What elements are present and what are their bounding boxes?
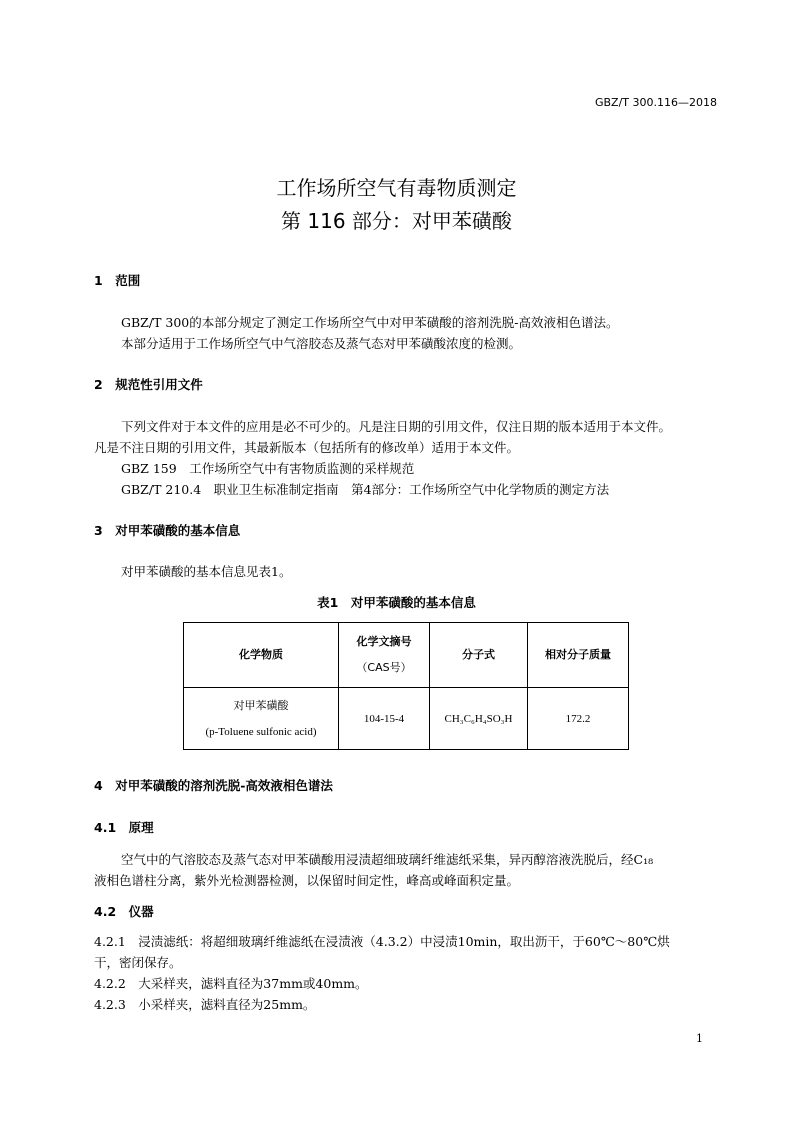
- substance-name-cn: 对甲苯磺酸: [233, 698, 289, 712]
- cell-formula: CH₃C₆H₄SO₃H: [430, 688, 528, 750]
- standard-number: GBZ/T 300.116—2018: [594, 96, 717, 109]
- item-4-2-3: 4.2.3 小采样夹，滤料直径为25mm。: [94, 997, 316, 1012]
- item-4-2-1-line-1: 4.2.1 浸渍滤纸：将超细玻璃纤维滤纸在浸渍液（4.3.2）中浸渍10min，取出沥干，于60℃～80℃烘: [94, 934, 670, 949]
- section-4-heading: 4 对甲苯磺酸的溶剂洗脱-高效液相色谱法: [94, 778, 333, 793]
- section-3-paragraph: 对甲苯磺酸的基本信息见表1。: [121, 564, 292, 579]
- item-4-2-1-line-2: 干，密闭保存。: [94, 955, 182, 970]
- page-number: 1: [696, 1032, 703, 1045]
- section-4-1-heading: 4.1 原理: [94, 820, 154, 835]
- cell-substance: [184, 688, 339, 750]
- section-1-paragraph-2: 本部分适用于工作场所空气中气溶胶态及蒸气态对甲苯磺酸浓度的检测。: [121, 336, 522, 351]
- section-1-heading: 1 范围: [94, 273, 141, 288]
- section-4-1-paragraph-line-2: 液相色谱柱分离，紫外光检测器检测，以保留时间定性，峰高或峰面积定量。: [94, 873, 520, 888]
- header-substance: 化学物质: [184, 623, 339, 688]
- basic-info-table: [183, 622, 629, 750]
- cell-cas: 104-15-4: [339, 688, 430, 750]
- substance-name-en: (p-Toluene sulfonic acid): [205, 725, 317, 738]
- header-cas-line-1: 化学文摘号: [356, 635, 412, 648]
- section-2-paragraph-line-1: 下列文件对于本文件的应用是必不可少的。凡是注日期的引用文件，仅注日期的版本适用于本文件。: [121, 419, 672, 434]
- section-4-1-paragraph-line-1: 空气中的气溶胶态及蒸气态对甲苯磺酸用浸渍超细玻璃纤维滤纸采集，异丙醇溶液洗脱后，经C₁₈: [121, 852, 654, 867]
- document-subtitle: 第 116 部分：对甲苯磺酸: [281, 209, 512, 233]
- item-4-2-2: 4.2.2 大采样夹，滤料直径为37mm或40mm。: [94, 976, 368, 991]
- table-1-caption: 表1 对甲苯磺酸的基本信息: [317, 595, 476, 610]
- header-formula: 分子式: [430, 623, 528, 688]
- table-header-row: [184, 623, 629, 688]
- table-row: [184, 688, 629, 750]
- header-molecular-weight: 相对分子质量: [528, 623, 629, 688]
- section-4-2-heading: 4.2 仪器: [94, 904, 154, 919]
- reference-gbz-159: GBZ 159 工作场所空气中有害物质监测的采样规范: [121, 461, 415, 476]
- header-cas-line-2: （CAS号）: [356, 661, 412, 674]
- section-3-heading: 3 对甲苯磺酸的基本信息: [94, 523, 241, 538]
- reference-gbz-t-210-4: GBZ/T 210.4 职业卫生标准制定指南 第4部分：工作场所空气中化学物质的测定方法: [121, 482, 610, 497]
- section-1-paragraph-1: GBZ/T 300的本部分规定了测定工作场所空气中对甲苯磺酸的溶剂洗脱-高效液相色谱法。: [121, 315, 619, 330]
- section-2-paragraph-line-2: 凡是不注日期的引用文件，其最新版本（包括所有的修改单）适用于本文件。: [94, 440, 520, 455]
- document-title: 工作场所空气有毒物质测定: [276, 176, 517, 200]
- section-2-heading: 2 规范性引用文件: [94, 377, 203, 392]
- header-cas: [339, 623, 430, 688]
- cell-molecular-weight: 172.2: [528, 688, 629, 750]
